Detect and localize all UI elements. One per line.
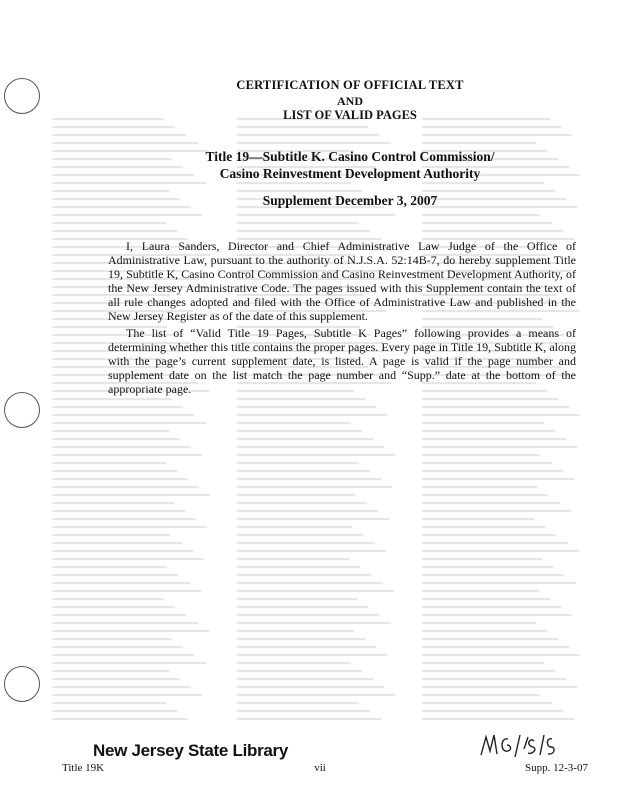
bleed-through-line — [52, 534, 170, 536]
bleed-through-line — [422, 510, 571, 512]
bleed-through-line — [237, 574, 371, 576]
bleed-through-line — [422, 214, 540, 216]
bleed-through-line — [52, 702, 166, 704]
bleed-through-line — [422, 462, 552, 464]
bleed-through-line — [422, 230, 563, 232]
bleed-through-line — [237, 422, 351, 424]
bleed-through-line — [237, 566, 360, 568]
bleed-through-line — [237, 702, 359, 704]
bleed-through-line — [422, 598, 550, 600]
bleed-through-line — [422, 678, 566, 680]
bleed-through-line — [422, 478, 574, 480]
bleed-through-line — [237, 470, 370, 472]
bleed-through-line — [237, 662, 351, 664]
bleed-through-line — [237, 542, 375, 544]
bleed-through-line — [422, 574, 564, 576]
bleed-through-line — [237, 670, 362, 672]
bleed-through-line — [422, 614, 572, 616]
bleed-through-line — [52, 710, 177, 712]
bleed-through-line — [237, 622, 391, 624]
supplement-date-heading: Supplement December 3, 2007 — [262, 193, 438, 208]
bleed-through-line — [52, 606, 175, 608]
bleed-through-line — [237, 598, 357, 600]
bleed-through-line — [237, 438, 373, 440]
bleed-through-line — [52, 526, 207, 528]
and-heading: AND — [337, 94, 363, 108]
bleed-through-line — [52, 502, 174, 504]
bleed-through-line — [422, 550, 579, 552]
bleed-through-line — [52, 454, 202, 456]
bleed-through-column — [237, 118, 397, 726]
bleed-through-line — [237, 510, 378, 512]
bleed-through-line — [237, 518, 389, 520]
bleed-through-line — [422, 454, 540, 456]
bleed-through-line — [52, 646, 183, 648]
bleed-through-line — [422, 422, 544, 424]
bleed-through-line — [52, 622, 198, 624]
bleed-through-line — [52, 694, 202, 696]
bleed-through-line — [422, 518, 534, 520]
bleed-through-line — [52, 678, 180, 680]
bleed-through-line — [237, 678, 373, 680]
bleed-through-line — [52, 494, 210, 496]
bleed-through-line — [422, 438, 566, 440]
bleed-through-line — [52, 590, 201, 592]
bleed-through-line — [237, 454, 395, 456]
footer-page-number: vii — [314, 762, 326, 774]
handwritten-initials-signature — [478, 727, 558, 761]
bleed-through-line — [422, 694, 540, 696]
bleed-through-line — [237, 710, 370, 712]
bleed-through-line — [422, 646, 569, 648]
bleed-through-column — [52, 118, 212, 726]
bleed-through-line — [237, 550, 386, 552]
bleed-through-line — [237, 654, 387, 656]
bleed-through-line — [237, 182, 351, 184]
bleed-through-line — [237, 558, 349, 560]
bleed-through-line — [52, 182, 206, 184]
bleed-through-line — [52, 582, 190, 584]
bleed-through-line — [237, 486, 392, 488]
bleed-through-line — [422, 182, 544, 184]
bleed-through-line — [237, 446, 384, 448]
bleed-through-line — [52, 558, 204, 560]
bleed-through-line — [237, 638, 365, 640]
subtitle-line-1: Title 19—Subtitle K. Casino Control Commission/ — [205, 149, 495, 164]
bleed-through-line — [237, 478, 381, 480]
bleed-through-line — [237, 614, 379, 616]
bleed-through-line — [52, 406, 183, 408]
bleed-through-line — [422, 590, 539, 592]
bleed-through-line — [52, 566, 167, 568]
bleed-through-line — [52, 486, 199, 488]
bleed-through-line — [237, 646, 376, 648]
bleed-through-line — [237, 190, 362, 192]
bleed-through-line — [237, 430, 362, 432]
bleed-through-line — [52, 438, 180, 440]
subtitle-heading — [120, 148, 580, 182]
bleed-through-line — [237, 406, 376, 408]
bleed-through-line — [237, 494, 355, 496]
bleed-through-line — [52, 414, 194, 416]
bleed-through-line — [422, 526, 545, 528]
bleed-through-line — [52, 126, 175, 128]
bleed-through-line — [422, 630, 547, 632]
bleed-through-line — [237, 126, 368, 128]
binder-hole — [4, 666, 40, 702]
bleed-through-line — [237, 582, 383, 584]
bleed-through-line — [52, 630, 209, 632]
bleed-through-line — [52, 230, 177, 232]
bleed-through-line — [52, 654, 194, 656]
bleed-through-line — [52, 550, 193, 552]
bleed-through-line — [422, 430, 555, 432]
certification-heading: CERTIFICATION OF OFFICIAL TEXT — [236, 78, 464, 92]
bleed-through-line — [422, 654, 580, 656]
bleed-through-line — [422, 446, 577, 448]
bleed-through-line — [52, 686, 191, 688]
bleed-through-line — [237, 694, 395, 696]
bleed-through-line — [52, 614, 186, 616]
bleed-through-line — [422, 494, 548, 496]
footer-title-label: Title 19K — [62, 762, 105, 774]
bleed-through-line — [422, 638, 558, 640]
bleed-through-line — [52, 422, 206, 424]
bleed-through-line — [422, 542, 568, 544]
bleed-through-line — [237, 142, 391, 144]
bleed-through-line — [52, 470, 177, 472]
bleed-through-line — [422, 190, 555, 192]
bleed-through-line — [422, 414, 580, 416]
bleed-through-line — [422, 398, 558, 400]
bleed-through-line — [237, 686, 384, 688]
bleed-through-line — [52, 190, 169, 192]
bleed-through-line — [52, 662, 206, 664]
bleed-through-line — [52, 670, 169, 672]
bleed-through-line — [52, 518, 196, 520]
bleed-through-line — [422, 566, 553, 568]
bleed-through-line — [422, 470, 563, 472]
bleed-through-line — [422, 534, 556, 536]
valid-pages-heading: LIST OF VALID PAGES — [283, 108, 417, 122]
bleed-through-line — [237, 534, 363, 536]
bleed-through-line — [422, 406, 569, 408]
bleed-through-line — [237, 590, 394, 592]
bleed-through-line — [422, 134, 572, 136]
bleed-through-line — [52, 214, 202, 216]
binder-hole — [4, 78, 40, 114]
certification-paragraph: I, Laura Sanders, Director and Chief Administrative Law Judge of the Office of Administrative Law, pursuant to the authority of N.J.S.A. 52:14B-7, do hereby supplement Title 19, Subtitle K, Casino Control Commission and Casino Reinvestment Development Authority, of the New Jersey Administrative Code. The pages issued with this Supplement contain the text of all rule changes adopted and filed with the Office of Administrative Law and published in the New Jersey Register as of the date of this supplement. — [108, 239, 576, 323]
footer-supp-date: Supp. 12-3-07 — [525, 762, 588, 774]
bleed-through-line — [422, 486, 537, 488]
bleed-through-line — [237, 414, 387, 416]
bleed-through-line — [52, 510, 185, 512]
bleed-through-line — [422, 222, 552, 224]
bleed-through-line — [422, 126, 561, 128]
bleed-through-line — [237, 230, 370, 232]
bleed-through-line — [422, 558, 542, 560]
bleed-through-line — [237, 718, 381, 720]
library-stamp: New Jersey State Library — [93, 741, 289, 760]
bleed-through-line — [422, 718, 574, 720]
bleed-through-line — [422, 622, 536, 624]
bleed-through-line — [237, 502, 367, 504]
bleed-through-column — [422, 118, 582, 726]
bleed-through-line — [52, 478, 188, 480]
binder-hole — [4, 392, 40, 428]
bleed-through-line — [237, 398, 365, 400]
bleed-through-line — [52, 222, 166, 224]
bleed-through-line — [52, 462, 166, 464]
bleed-through-line — [52, 542, 182, 544]
bleed-through-line — [52, 430, 169, 432]
bleed-through-line — [52, 574, 178, 576]
bleed-through-line — [52, 446, 191, 448]
subtitle-line-2: Casino Reinvestment Development Authority — [219, 166, 481, 181]
bleed-through-line — [237, 222, 359, 224]
bleed-through-line — [422, 606, 561, 608]
bleed-through-line — [237, 214, 395, 216]
bleed-through-line — [422, 502, 560, 504]
bleed-through-line — [237, 134, 379, 136]
bleed-through-line — [52, 134, 186, 136]
valid-pages-paragraph: The list of “Valid Title 19 Pages, Subtitle K Pages” following provides a means of determining whether this title contains the proper pages. Every page in Title 19, Subtitle K, along with the page’s current supplement date, is listed. A page is valid if the page number and supplement date on the list match the page number and “Supp.” date at the bottom of the appropriate page. — [108, 326, 576, 396]
bleed-through-line — [52, 638, 172, 640]
bleed-through-line — [52, 398, 172, 400]
bleed-through-text — [52, 118, 587, 738]
bleed-through-line — [422, 670, 555, 672]
bleed-through-line — [422, 686, 577, 688]
bleed-through-line — [52, 142, 198, 144]
bleed-through-line — [422, 710, 563, 712]
bleed-through-line — [237, 462, 359, 464]
bleed-through-line — [422, 702, 552, 704]
bleed-through-line — [422, 662, 544, 664]
bleed-through-line — [422, 582, 576, 584]
bleed-through-line — [237, 630, 354, 632]
bleed-through-line — [422, 142, 536, 144]
bleed-through-line — [237, 526, 352, 528]
bleed-through-line — [52, 598, 164, 600]
bleed-through-line — [237, 606, 368, 608]
bleed-through-line — [52, 718, 188, 720]
